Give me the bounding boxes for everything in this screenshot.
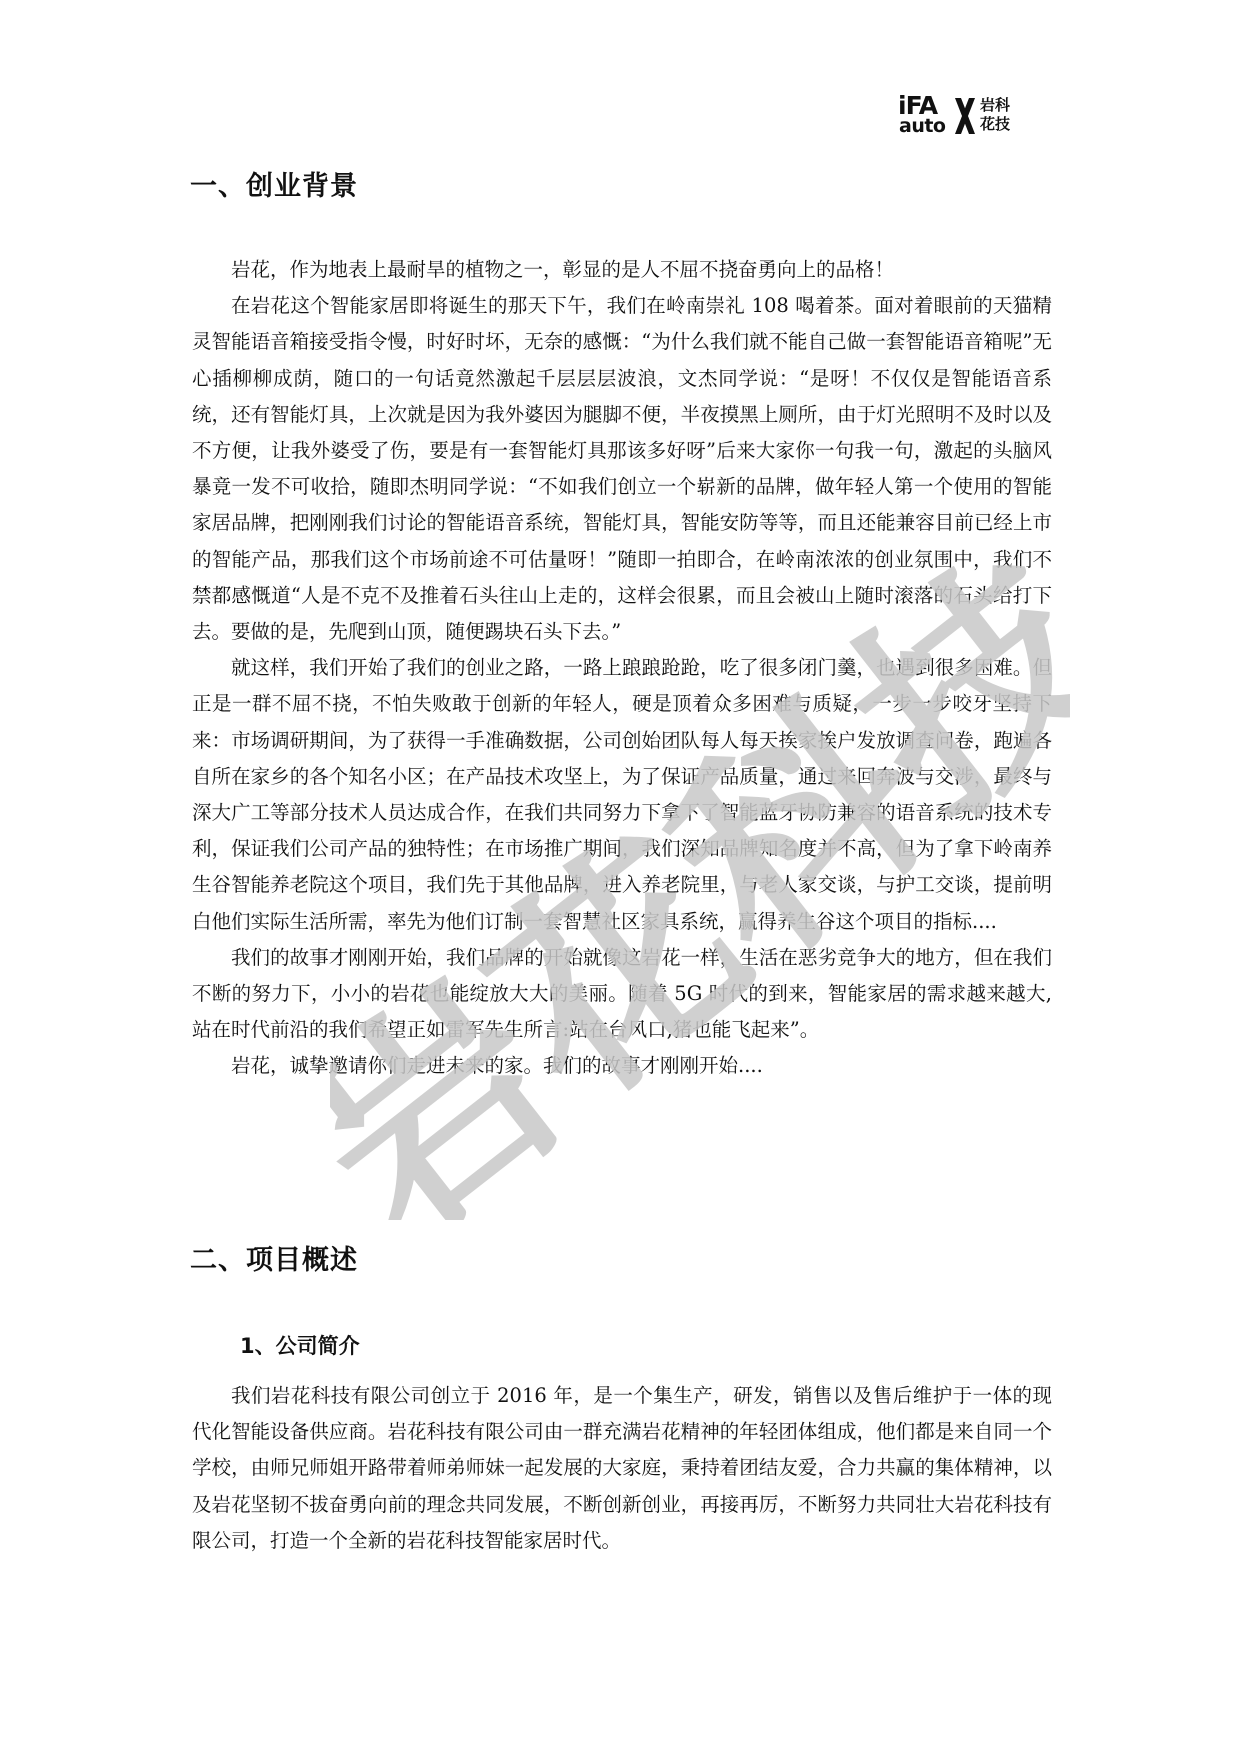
logo-text-ifa: iFA (898, 91, 938, 120)
background-body (192, 252, 1052, 1085)
watermark-text: 岩花科技 (330, 560, 1070, 1220)
logo-chinese-top: 岩科 (980, 96, 1011, 114)
company-intro-paragraph: 我们岩花科技有限公司创立于 2016 年，是一个集生产，研发，销售以及售后维护于一体的现代化智能设备供应商。岩花科技有限公司由一群充满岩花精神的年轻团体组成，他们都是来自同一个学校，由师兄师姐开路带着师弟师妹一起发展的大家庭，秉持着团结友爱，合力共赢的集体精神，以及岩花坚韧不拔奋勇向前的理念共同发展，不断创新创业，再接再厉，不断努力共同壮大岩花科技有限公司，打造一个全新的岩花科技智能家居时代。 (192, 1384, 1052, 1552)
company-logo (898, 91, 1011, 137)
section-title-background: 一、创业背景 (190, 171, 358, 202)
logo-text-auto: auto (899, 115, 946, 137)
logo-x-mark-icon (955, 98, 975, 134)
logo-chinese (980, 96, 1010, 134)
background-paragraph: 在岩花这个智能家居即将诞生的那天下午，我们在岭南崇礼 108 喝着茶。面对着眼前的天猫精灵智能语音箱接受指令慢，时好时坏，无奈的感慨：“为什么我们就不能自己做一套智能语音箱呢”无心插柳柳成荫，随口的一句话竟然激起千层层层波浪，文杰同学说：“是呀！不仅仅是智能语音系统，还有智能灯具，上次就是因为我外婆因为腿脚不便，半夜摸黑上厕所，由于灯光照明不及时以及不方便，让我外婆受了伤，要是有一套智能灯具那该多好呀”后来大家你一句我一句，激起的头脑风暴竟一发不可收拾，随即杰明同学说：“不如我们创立一个崭新的品牌，做年轻人第一个使用的智能家居品牌，把刚刚我们讨论的智能语音系统，智能灯具，智能安防等等，而且还能兼容目前已经上市的智能产品，那我们这个市场前途不可估量呀！”随即一拍即合，在岭南浓浓的创业氛围中，我们不禁都感慨道“人是不克不及推着石头往山上走的，这样会很累，而且会被山上随时滚落的石头给打下去。要做的是，先爬到山顶，随便踢块石头下去。” (192, 294, 1052, 644)
logo-chinese-bottom: 花技 (980, 115, 1011, 133)
company-intro-body (192, 1378, 1052, 1559)
background-paragraph: 岩花，诚挚邀请你们走进未来的家。我们的故事才刚刚开始.... (231, 1054, 763, 1078)
background-paragraph: 岩花，作为地表上最耐旱的植物之一，彰显的是人不屈不挠奋勇向上的品格！ (231, 258, 895, 281)
section-title-overview: 二、项目概述 (190, 1245, 358, 1276)
background-paragraph: 就这样，我们开始了我们的创业之路，一路上踉踉跄跄，吃了很多闭门羹，也遇到很多困难。但正是一群不屈不挠，不怕失败敢于创新的年轻人，硬是顶着众多困难与质疑，一步一步咬牙坚持下来：市场调研期间，为了获得一手准确数据，公司创始团队每人每天挨家挨户发放调查问卷，跑遍各自所在家乡的各个知名小区；在产品技术攻坚上，为了保证产品质量，通过来回奔波与交涉，最终与深大广工等部分技术人员达成合作，在我们共同努力下拿下了智能蓝牙协防兼容的语音系统的技术专利，保证我们公司产品的独特性；在市场推广期间，我们深知品牌知名度并不高，但为了拿下岭南养生谷智能养老院这个项目，我们先于其他品牌，进入养老院里，与老人家交谈，与护工交谈，提前明白他们实际生活所需，率先为他们订制一套智慧社区家具系统，赢得养生谷这个项目的指标.... (192, 656, 1052, 933)
background-paragraph: 我们的故事才刚刚开始，我们品牌的开始就像这岩花一样，生活在恶劣竞争大的地方，但在我们不断的努力下，小小的岩花也能绽放大大的美丽。随着 5G 时代的到来，智能家居的需求越来越大,站在时代前沿的我们希望正如雷军先生所言:站在台风口,猪也能飞起来”。 (192, 945, 1052, 1042)
subsection-title-company-intro: 1、公司简介 (240, 1334, 360, 1358)
